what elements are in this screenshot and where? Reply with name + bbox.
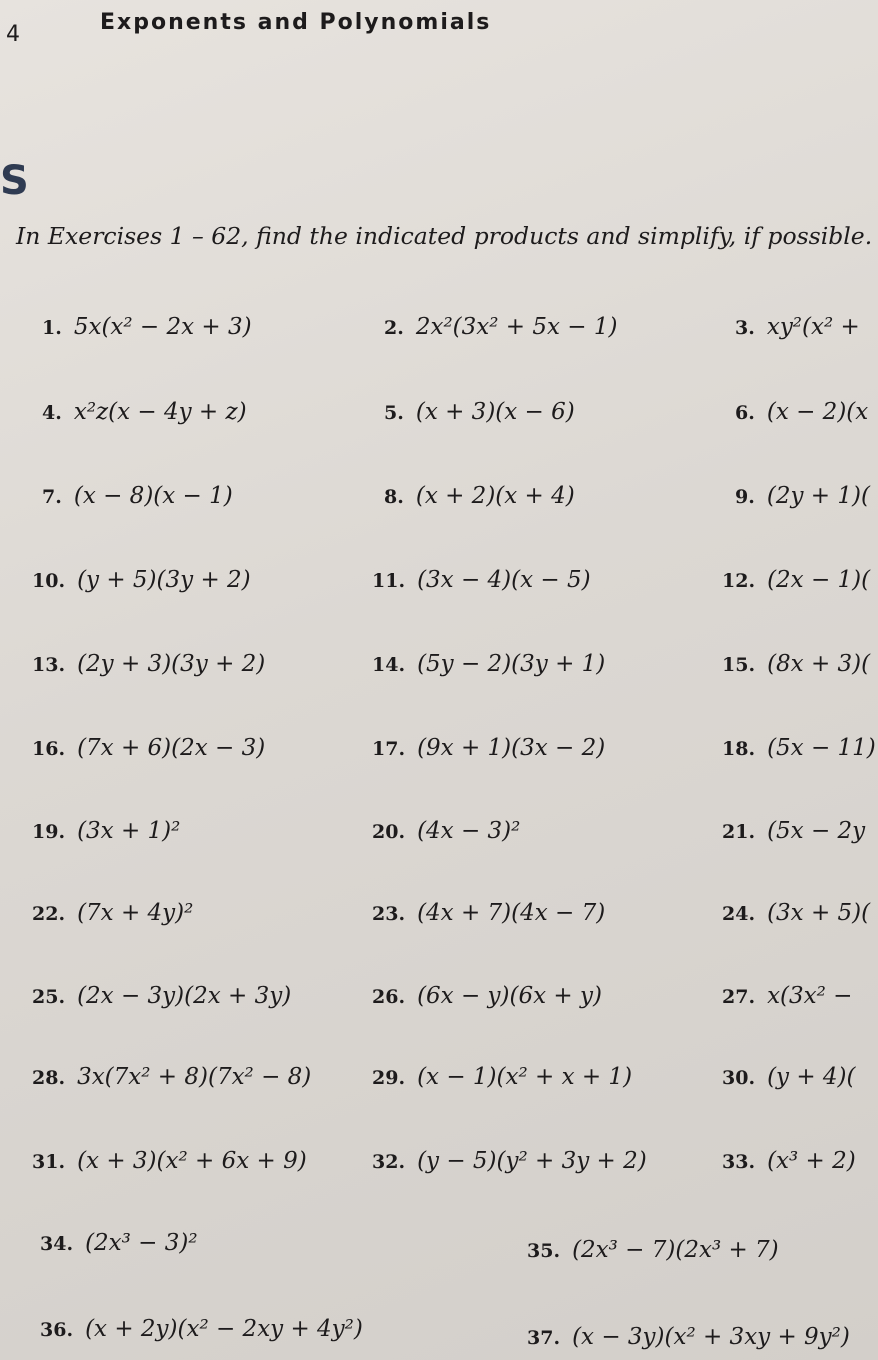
exercise-item — [735, 399, 868, 424]
exercise-expression: (5x − 11) — [767, 735, 876, 761]
exercise-number: 29. — [372, 1067, 406, 1089]
exercise-item — [372, 651, 605, 676]
exercise-item — [32, 983, 291, 1008]
exercise-number: 1. — [42, 317, 62, 339]
exercise-expression: (x − 2)(x — [766, 399, 869, 425]
exercise-item — [735, 314, 860, 339]
exercise-number: 11. — [372, 570, 406, 592]
section-heading-fragment: S — [0, 158, 29, 204]
exercise-expression: (x³ + 2) — [767, 1148, 856, 1174]
exercise-number: 37. — [527, 1327, 561, 1349]
exercise-item — [40, 1230, 198, 1255]
exercise-expression: xy²(x² + — [766, 314, 860, 340]
exercise-number: 20. — [372, 821, 406, 843]
page-number: 4 — [6, 22, 21, 47]
exercise-expression: (3x + 5)( — [767, 900, 871, 926]
exercise-expression: (x + 3)(x − 6) — [415, 399, 575, 425]
exercise-item — [32, 567, 251, 592]
exercise-number: 7. — [42, 486, 62, 508]
exercise-item — [722, 900, 870, 925]
exercise-item — [372, 900, 605, 925]
exercise-expression: 2x²(3x² + 5x − 1) — [415, 314, 618, 340]
exercise-expression: (2x³ − 7)(2x³ + 7) — [572, 1237, 779, 1263]
exercise-number: 10. — [32, 570, 66, 592]
exercise-expression: (x + 3)(x² + 6x + 9) — [77, 1148, 307, 1174]
exercise-number: 9. — [735, 486, 755, 508]
exercise-expression: (7x + 4y)² — [77, 900, 194, 926]
exercise-number: 4. — [42, 402, 62, 424]
exercise-item — [527, 1324, 850, 1349]
exercise-expression: (2x³ − 3)² — [85, 1230, 198, 1256]
exercise-item — [32, 818, 180, 843]
exercise-expression: (3x + 1)² — [77, 818, 181, 844]
exercise-number: 24. — [722, 903, 756, 925]
exercise-item — [722, 983, 852, 1008]
exercise-expression: (5x − 2y — [767, 818, 866, 844]
exercise-item — [32, 1148, 307, 1173]
exercise-expression: (6x − y)(6x + y) — [417, 983, 602, 1009]
exercise-expression: (x − 1)(x² + x + 1) — [417, 1064, 633, 1090]
exercise-expression: (x + 2y)(x² − 2xy + 4y²) — [85, 1316, 363, 1342]
exercise-number: 35. — [527, 1240, 561, 1262]
exercise-instructions: In Exercises 1 – 62, find the indicated products and simplify, if possible. — [16, 222, 873, 250]
exercise-number: 31. — [32, 1151, 66, 1173]
exercise-expression: (2x − 3y)(2x + 3y) — [77, 983, 292, 1009]
exercise-item — [372, 735, 605, 760]
exercise-number: 15. — [722, 654, 756, 676]
exercise-number: 22. — [32, 903, 66, 925]
exercise-number: 13. — [32, 654, 66, 676]
exercise-number: 30. — [722, 1067, 756, 1089]
exercise-item — [372, 818, 520, 843]
exercise-number: 26. — [372, 986, 406, 1008]
exercise-number: 3. — [735, 317, 755, 339]
exercise-expression: (x + 2)(x + 4) — [415, 483, 575, 509]
exercise-expression: (y + 5)(3y + 2) — [77, 567, 251, 593]
exercise-expression: (y + 4)( — [767, 1064, 856, 1090]
exercise-number: 36. — [40, 1319, 74, 1341]
exercise-expression: (4x + 7)(4x − 7) — [417, 900, 606, 926]
exercise-number: 8. — [384, 486, 404, 508]
exercise-item — [722, 651, 870, 676]
exercise-item — [32, 1064, 311, 1089]
exercise-item — [722, 1064, 856, 1089]
exercise-item — [384, 483, 575, 508]
exercise-item — [384, 314, 617, 339]
exercise-expression: 5x(x² − 2x + 3) — [73, 314, 252, 340]
exercise-expression: (2y + 1)( — [766, 483, 870, 509]
exercise-number: 28. — [32, 1067, 66, 1089]
exercise-number: 18. — [722, 738, 756, 760]
exercise-item — [32, 735, 265, 760]
exercise-number: 25. — [32, 986, 66, 1008]
exercise-expression: (4x − 3)² — [417, 818, 521, 844]
exercise-number: 6. — [735, 402, 755, 424]
exercise-item — [42, 314, 252, 339]
exercise-number: 12. — [722, 570, 756, 592]
exercise-item — [735, 483, 870, 508]
exercise-number: 5. — [384, 402, 404, 424]
exercise-number: 14. — [372, 654, 406, 676]
exercise-item — [372, 567, 591, 592]
exercise-expression: (7x + 6)(2x − 3) — [77, 735, 266, 761]
exercise-item — [722, 1148, 856, 1173]
exercise-expression: (y − 5)(y² + 3y + 2) — [417, 1148, 647, 1174]
exercise-expression: x²z(x − 4y + z) — [73, 399, 247, 425]
exercise-expression: 3x(7x² + 8)(7x² − 8) — [77, 1064, 312, 1090]
exercise-number: 32. — [372, 1151, 406, 1173]
exercise-item — [42, 399, 247, 424]
exercise-number: 16. — [32, 738, 66, 760]
exercise-expression: (5y − 2)(3y + 1) — [417, 651, 606, 677]
exercise-number: 33. — [722, 1151, 756, 1173]
exercise-item — [384, 399, 575, 424]
exercise-number: 17. — [372, 738, 406, 760]
exercise-item — [722, 567, 870, 592]
exercise-number: 34. — [40, 1233, 74, 1255]
exercise-item — [372, 1064, 632, 1089]
exercise-expression: (2x − 1)( — [767, 567, 871, 593]
exercise-expression: (9x + 1)(3x − 2) — [417, 735, 606, 761]
exercise-number: 23. — [372, 903, 406, 925]
exercise-expression: (x − 8)(x − 1) — [73, 483, 233, 509]
exercise-item — [722, 818, 865, 843]
exercise-expression: (8x + 3)( — [767, 651, 871, 677]
exercise-number: 2. — [384, 317, 404, 339]
exercise-expression: (x − 3y)(x² + 3xy + 9y²) — [572, 1324, 850, 1350]
exercise-item — [32, 651, 265, 676]
exercise-item — [372, 1148, 647, 1173]
exercise-expression: x(3x² − — [767, 983, 853, 1009]
exercise-number: 21. — [722, 821, 756, 843]
exercise-item — [527, 1237, 779, 1262]
exercise-item — [32, 900, 193, 925]
exercise-expression: (3x − 4)(x − 5) — [417, 567, 591, 593]
exercise-item — [722, 735, 876, 760]
exercise-number: 27. — [722, 986, 756, 1008]
exercise-number: 19. — [32, 821, 66, 843]
exercise-item — [40, 1316, 363, 1341]
exercise-expression: (2y + 3)(3y + 2) — [77, 651, 266, 677]
exercise-item — [42, 483, 233, 508]
chapter-title: Exponents and Polynomials — [100, 10, 492, 35]
exercise-item — [372, 983, 602, 1008]
